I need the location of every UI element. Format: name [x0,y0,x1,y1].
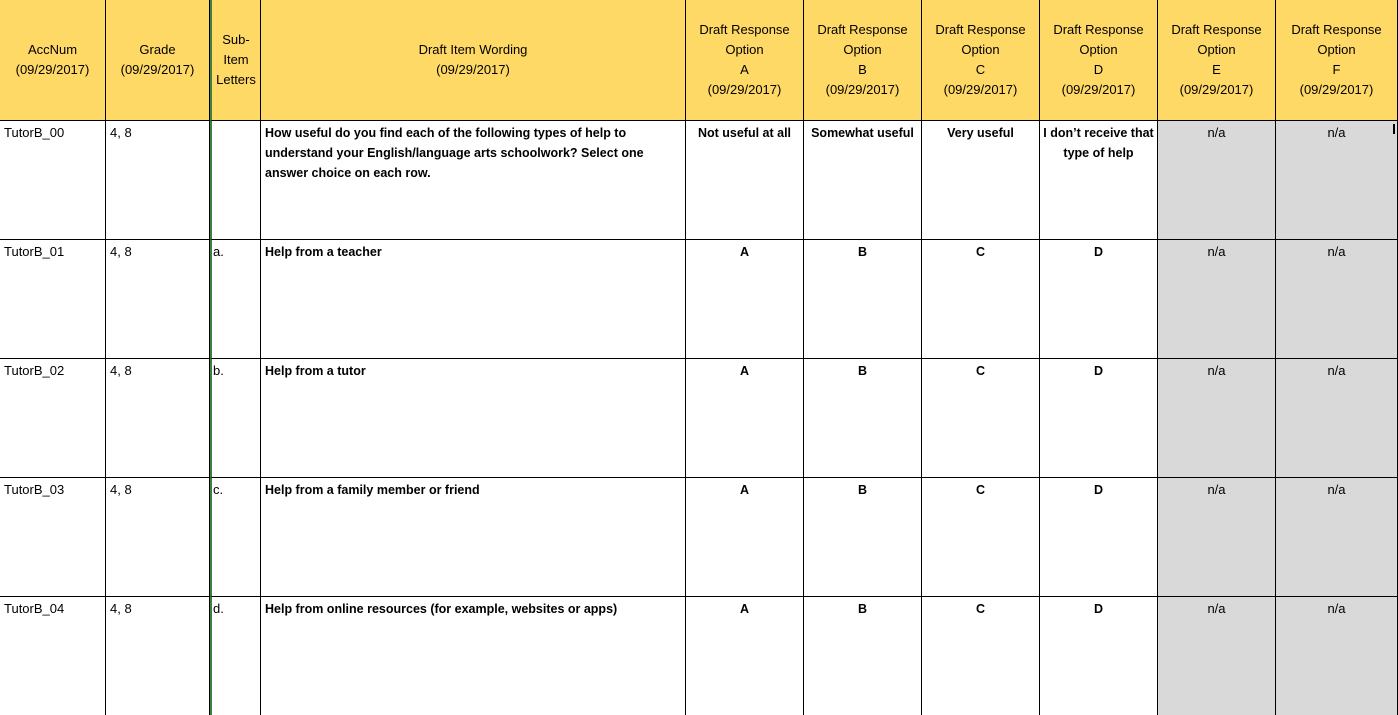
cell-response-option[interactable]: D [1040,597,1158,715]
cell-response-option[interactable]: D [1040,240,1158,359]
header-option-line: (09/29/2017) [1061,82,1136,97]
cell-grade[interactable]: 4, 8 [106,597,210,715]
header-option-line: (09/29/2017) [943,82,1018,97]
cell-response-option[interactable]: n/a [1158,240,1276,359]
cell-response-option[interactable]: B [804,478,922,597]
cell-accnum[interactable]: TutorB_00 [0,121,106,240]
header-option-line: Draft Response [1171,22,1262,37]
cell-subitem-letter[interactable]: a. [210,240,261,359]
cell-response-option[interactable]: n/a [1276,478,1398,597]
header-option-line: Option [1079,42,1118,57]
cell-response-option[interactable]: C [922,597,1040,715]
cell-item-wording[interactable]: Help from a family member or friend [261,478,686,597]
cell-grade[interactable]: 4, 8 [106,121,210,240]
header-subitem-letters-line: Letters [216,72,256,87]
header-option-line: Option [725,42,764,57]
header-response-option-c[interactable] [922,0,1040,121]
cell-accnum[interactable]: TutorB_01 [0,240,106,359]
cell-subitem-letter[interactable]: d. [210,597,261,715]
cell-response-option[interactable]: n/a [1276,240,1398,359]
header-option-line: A [740,62,749,77]
cell-accnum[interactable]: TutorB_04 [0,597,106,715]
header-option-line: Draft Response [817,22,908,37]
header-response-option-d[interactable] [1040,0,1158,121]
header-response-option-f[interactable] [1276,0,1398,121]
header-draft-item-wording-line: Draft Item Wording [418,42,528,57]
header-option-line: Option [1197,42,1236,57]
cell-response-option[interactable]: A [686,359,804,478]
header-option-line: D [1093,62,1104,77]
cell-response-option[interactable]: D [1040,478,1158,597]
header-subitem-letters-line: Item [223,52,249,67]
header-draft-item-wording[interactable] [261,0,686,121]
header-option-line: Draft Response [935,22,1026,37]
cell-response-option[interactable]: n/a [1158,597,1276,715]
cell-response-option[interactable]: A [686,597,804,715]
header-option-line: (09/29/2017) [1299,82,1374,97]
cell-accnum[interactable]: TutorB_02 [0,359,106,478]
cell-grade[interactable]: 4, 8 [106,240,210,359]
cell-grade[interactable]: 4, 8 [106,478,210,597]
cell-item-wording[interactable]: Help from online resources (for example, websites or apps) [261,597,686,715]
header-option-line: Draft Response [699,22,790,37]
header-option-line: B [858,62,867,77]
header-option-line: Draft Response [1291,22,1382,37]
header-response-option-e[interactable] [1158,0,1276,121]
cell-response-option[interactable]: C [922,478,1040,597]
cell-response-option[interactable]: n/a [1276,359,1398,478]
cell-response-option[interactable]: n/a [1276,121,1398,240]
header-option-line: (09/29/2017) [1179,82,1254,97]
header-option-line: Draft Response [1053,22,1144,37]
header-option-line: C [975,62,986,77]
header-option-line: (09/29/2017) [825,82,900,97]
header-option-line: Option [1317,42,1356,57]
header-response-option-b[interactable] [804,0,922,121]
cell-grade[interactable]: 4, 8 [106,359,210,478]
header-option-line: Option [843,42,882,57]
header-accnum-line: AccNum [27,42,78,57]
cell-response-option[interactable]: B [804,359,922,478]
cell-response-option[interactable]: n/a [1158,121,1276,240]
cell-response-option[interactable]: C [922,240,1040,359]
cell-subitem-letter[interactable] [210,121,261,240]
cell-response-option[interactable]: A [686,240,804,359]
header-accnum-line: (09/29/2017) [15,62,90,77]
cell-response-option[interactable]: n/a [1276,597,1398,715]
header-grade-line: Grade [139,42,176,57]
cell-response-option[interactable]: n/a [1158,359,1276,478]
cell-response-option[interactable]: A [686,478,804,597]
header-option-line: (09/29/2017) [707,82,782,97]
cell-response-option[interactable]: Not useful at all [686,121,804,240]
cell-subitem-letter[interactable]: c. [210,478,261,597]
header-option-line: E [1212,62,1221,77]
header-response-option-a[interactable] [686,0,804,121]
cell-response-option[interactable]: Very useful [922,121,1040,240]
header-option-line: Option [961,42,1000,57]
header-subitem-letters[interactable] [210,0,261,121]
header-grade-line: (09/29/2017) [120,62,195,77]
header-accnum[interactable] [0,0,106,121]
cell-subitem-letter[interactable]: b. [210,359,261,478]
header-draft-item-wording-line: (09/29/2017) [436,62,510,77]
cell-item-wording[interactable]: Help from a tutor [261,359,686,478]
header-subitem-letters-line: Sub- [222,32,250,47]
cell-response-option[interactable]: n/a [1158,478,1276,597]
cell-response-option[interactable]: Somewhat useful [804,121,922,240]
cell-response-option[interactable]: D [1040,359,1158,478]
cell-response-option[interactable]: I don’t receive that type of help [1040,121,1158,240]
cell-response-option[interactable]: B [804,597,922,715]
cell-response-option[interactable]: C [922,359,1040,478]
cell-item-wording[interactable]: How useful do you find each of the following types of help to understand your English/language arts schoolwork? Select one answer choice on each row. [261,121,686,240]
column-edge-marker [1393,124,1395,134]
cell-response-option[interactable]: B [804,240,922,359]
cell-item-wording[interactable]: Help from a teacher [261,240,686,359]
header-grade[interactable] [106,0,210,121]
header-option-line: F [1332,62,1341,77]
cell-accnum[interactable]: TutorB_03 [0,478,106,597]
